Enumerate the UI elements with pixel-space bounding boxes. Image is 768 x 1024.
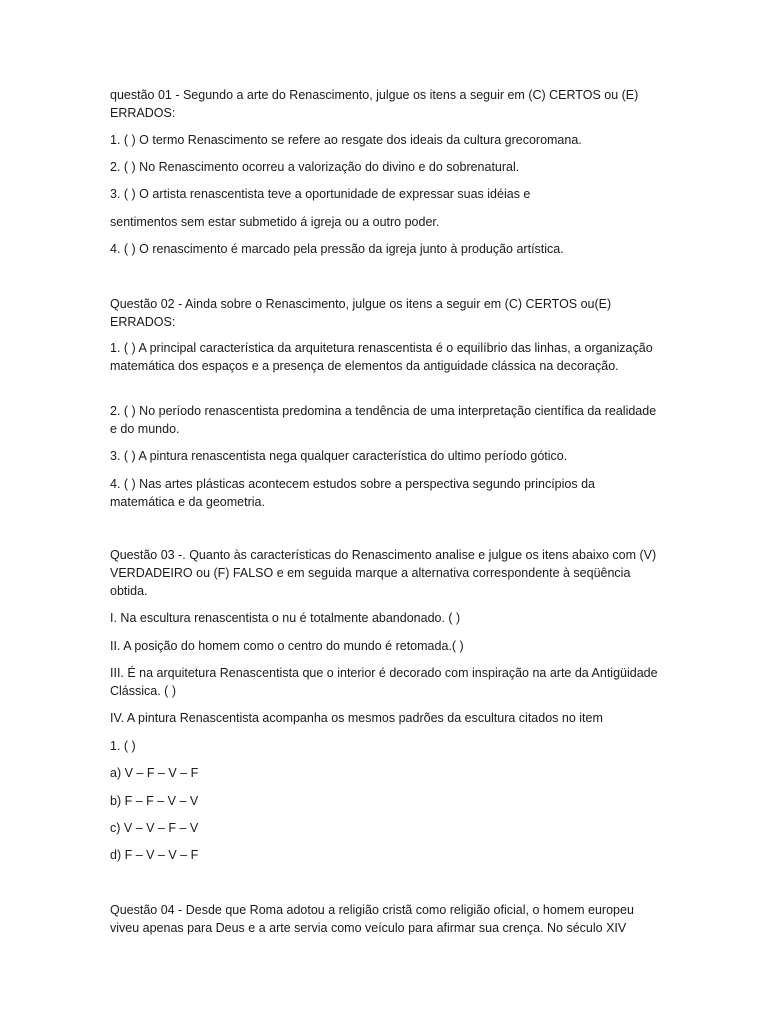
q2-item-3: 3. ( ) A pintura renascentista nega qualquer característica do ultimo período gótico.	[110, 449, 568, 463]
q3-option-b: b) F – F – V – V	[110, 794, 199, 808]
q1-item-4: 4. ( ) O renascimento é marcado pela pressão da igreja junto à produção artística.	[110, 242, 564, 256]
q3-option-a: a) V – F – V – F	[110, 766, 199, 780]
q3-option-d: d) F – V – V – F	[110, 848, 199, 862]
q3-item-4: IV. A pintura Renascentista acompanha os mesmos padrões da escultura citados no item	[110, 711, 603, 725]
q1-item-2: 2. ( ) No Renascimento ocorreu a valorização do divino e do sobrenatural.	[110, 160, 520, 174]
q3-option-c: c) V – V – F – V	[110, 821, 199, 835]
q1-heading: questão 01 - Segundo a arte do Renascimento, julgue os itens a seguir em (C) CERTOS ou (E) ERRADOS:	[110, 88, 639, 120]
q1-item-3-continued: sentimentos sem estar submetido á igreja ou a outro poder.	[110, 215, 440, 229]
q3-item-2: II. A posição do homem como o centro do mundo é retomada.( )	[110, 639, 464, 653]
q3-item-1: I. Na escultura renascentista o nu é totalmente abandonado. ( )	[110, 611, 461, 625]
q2-item-4: 4. ( ) Nas artes plásticas acontecem estudos sobre a perspectiva segundo princípios da matemática e da geometria.	[110, 477, 595, 509]
q1-item-3: 3. ( ) O artista renascentista teve a oportunidade de expressar suas idéias e	[110, 187, 531, 201]
q4-heading: Questão 04 - Desde que Roma adotou a religião cristã como religião oficial, o homem europeu viveu apenas para Deus e a arte servia como veículo para afirmar sua crença. No século XIV	[110, 903, 634, 935]
q3-item-4-continued: 1. ( )	[110, 739, 136, 753]
q2-item-2: 2. ( ) No período renascentista predomina a tendência de uma interpretação científica da realidade e do mundo.	[110, 404, 657, 436]
q2-item-1: 1. ( ) A principal característica da arquitetura renascentista é o equilíbrio das linhas, a organização matemática dos espaços e a presença de elementos da antiguidade clássica na decoração.	[110, 341, 653, 373]
q3-item-3: III. É na arquitetura Renascentista que o interior é decorado com inspiração na arte da Antigüidade Clássica. ( )	[110, 666, 658, 698]
q1-item-1: 1. ( ) O termo Renascimento se refere ao resgate dos ideais da cultura grecoromana.	[110, 133, 582, 147]
q2-heading: Questão 02 - Ainda sobre o Renascimento, julgue os itens a seguir em (C) CERTOS ou(E) ERRADOS:	[110, 297, 612, 329]
q3-heading: Questão 03 -. Quanto às características do Renascimento analise e julgue os itens abaixo com (V) VERDADEIRO ou (F) FALSO e em seguida marque a alternativa correspondente à seqüência obtida.	[110, 548, 657, 598]
